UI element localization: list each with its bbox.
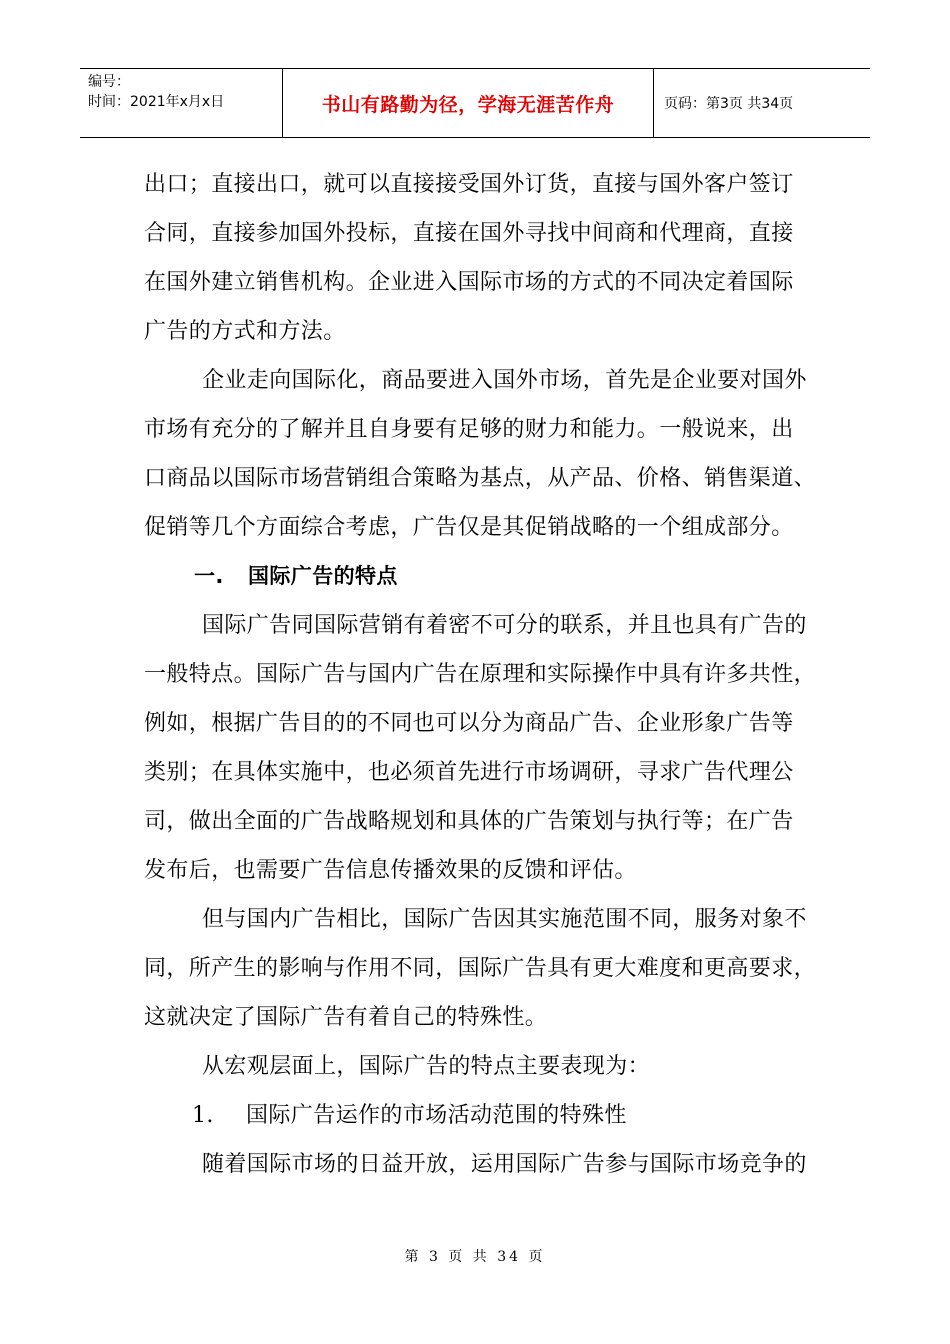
paragraph-line: 随着国际市场的日益开放，运用国际广告参与国际市场竞争的	[202, 1152, 807, 1177]
page-header	[80, 68, 870, 138]
paragraph-line: 一般特点。国际广告与国内广告在原理和实际操作中具有许多共性，	[144, 662, 817, 687]
list-item-text: 国际广告运作的市场活动范围的特殊性	[246, 1103, 627, 1128]
paragraph-line: 同，所产生的影响与作用不同，国际广告具有更大难度和更高要求，	[144, 956, 817, 981]
section-heading-number: 一.	[194, 564, 224, 588]
list-item-number: 1.	[192, 1103, 214, 1128]
header-page-info: 页码：第3页 共34页	[664, 96, 794, 112]
document-body	[144, 160, 824, 1189]
paragraph-line: 合同，直接参加国外投标，直接在国外寻找中间商和代理商，直接	[144, 221, 794, 246]
paragraph-line: 口商品以国际市场营销组合策略为基点，从产品、价格、销售渠道、	[144, 466, 817, 491]
paragraph-line: 例如，根据广告目的的不同也可以分为商品广告、企业形象广告等	[144, 711, 794, 736]
page-footer: 第 3 页 共 34 页	[404, 1249, 546, 1265]
paragraph-line: 市场有充分的了解并且自身要有足够的财力和能力。一般说来，出	[144, 417, 794, 442]
paragraph-line: 这就决定了国际广告有着自己的特殊性。	[144, 1005, 548, 1030]
paragraph-line: 促销等几个方面综合考虑，广告仅是其促销战略的一个组成部分。	[144, 515, 794, 540]
number-label: 编号：	[88, 74, 130, 90]
paragraph-line: 司，做出全面的广告战略规划和具体的广告策划与执行等；在广告	[144, 809, 794, 834]
date-label: 时间：2021年x月x日	[88, 94, 225, 110]
paragraph-line: 出口；直接出口，就可以直接接受国外订货，直接与国外客户签订	[144, 172, 794, 197]
section-heading-text: 国际广告的特点	[248, 564, 398, 588]
motto: 书山有路勤为径，学海无涯苦作舟	[321, 93, 615, 116]
paragraph-line: 发布后，也需要广告信息传播效果的反馈和评估。	[144, 858, 637, 883]
list-item	[144, 1091, 824, 1140]
paragraph-line: 类别；在具体实施中，也必须首先进行市场调研，寻求广告代理公	[144, 760, 794, 785]
section-heading	[144, 552, 824, 601]
header-motto-cell	[282, 69, 654, 137]
paragraph-line: 国际广告同国际营销有着密不可分的联系，并且也具有广告的	[202, 613, 807, 638]
paragraph-line: 企业走向国际化，商品要进入国外市场，首先是企业要对国外	[202, 368, 807, 393]
paragraph-line: 但与国内广告相比，国际广告因其实施范围不同，服务对象不	[202, 907, 807, 932]
paragraph-line: 从宏观层面上，国际广告的特点主要表现为：	[202, 1054, 651, 1079]
header-meta	[80, 69, 282, 137]
paragraph-line: 在国外建立销售机构。企业进入国际市场的方式的不同决定着国际	[144, 270, 794, 295]
paragraph-line: 广告的方式和方法。	[144, 319, 346, 344]
